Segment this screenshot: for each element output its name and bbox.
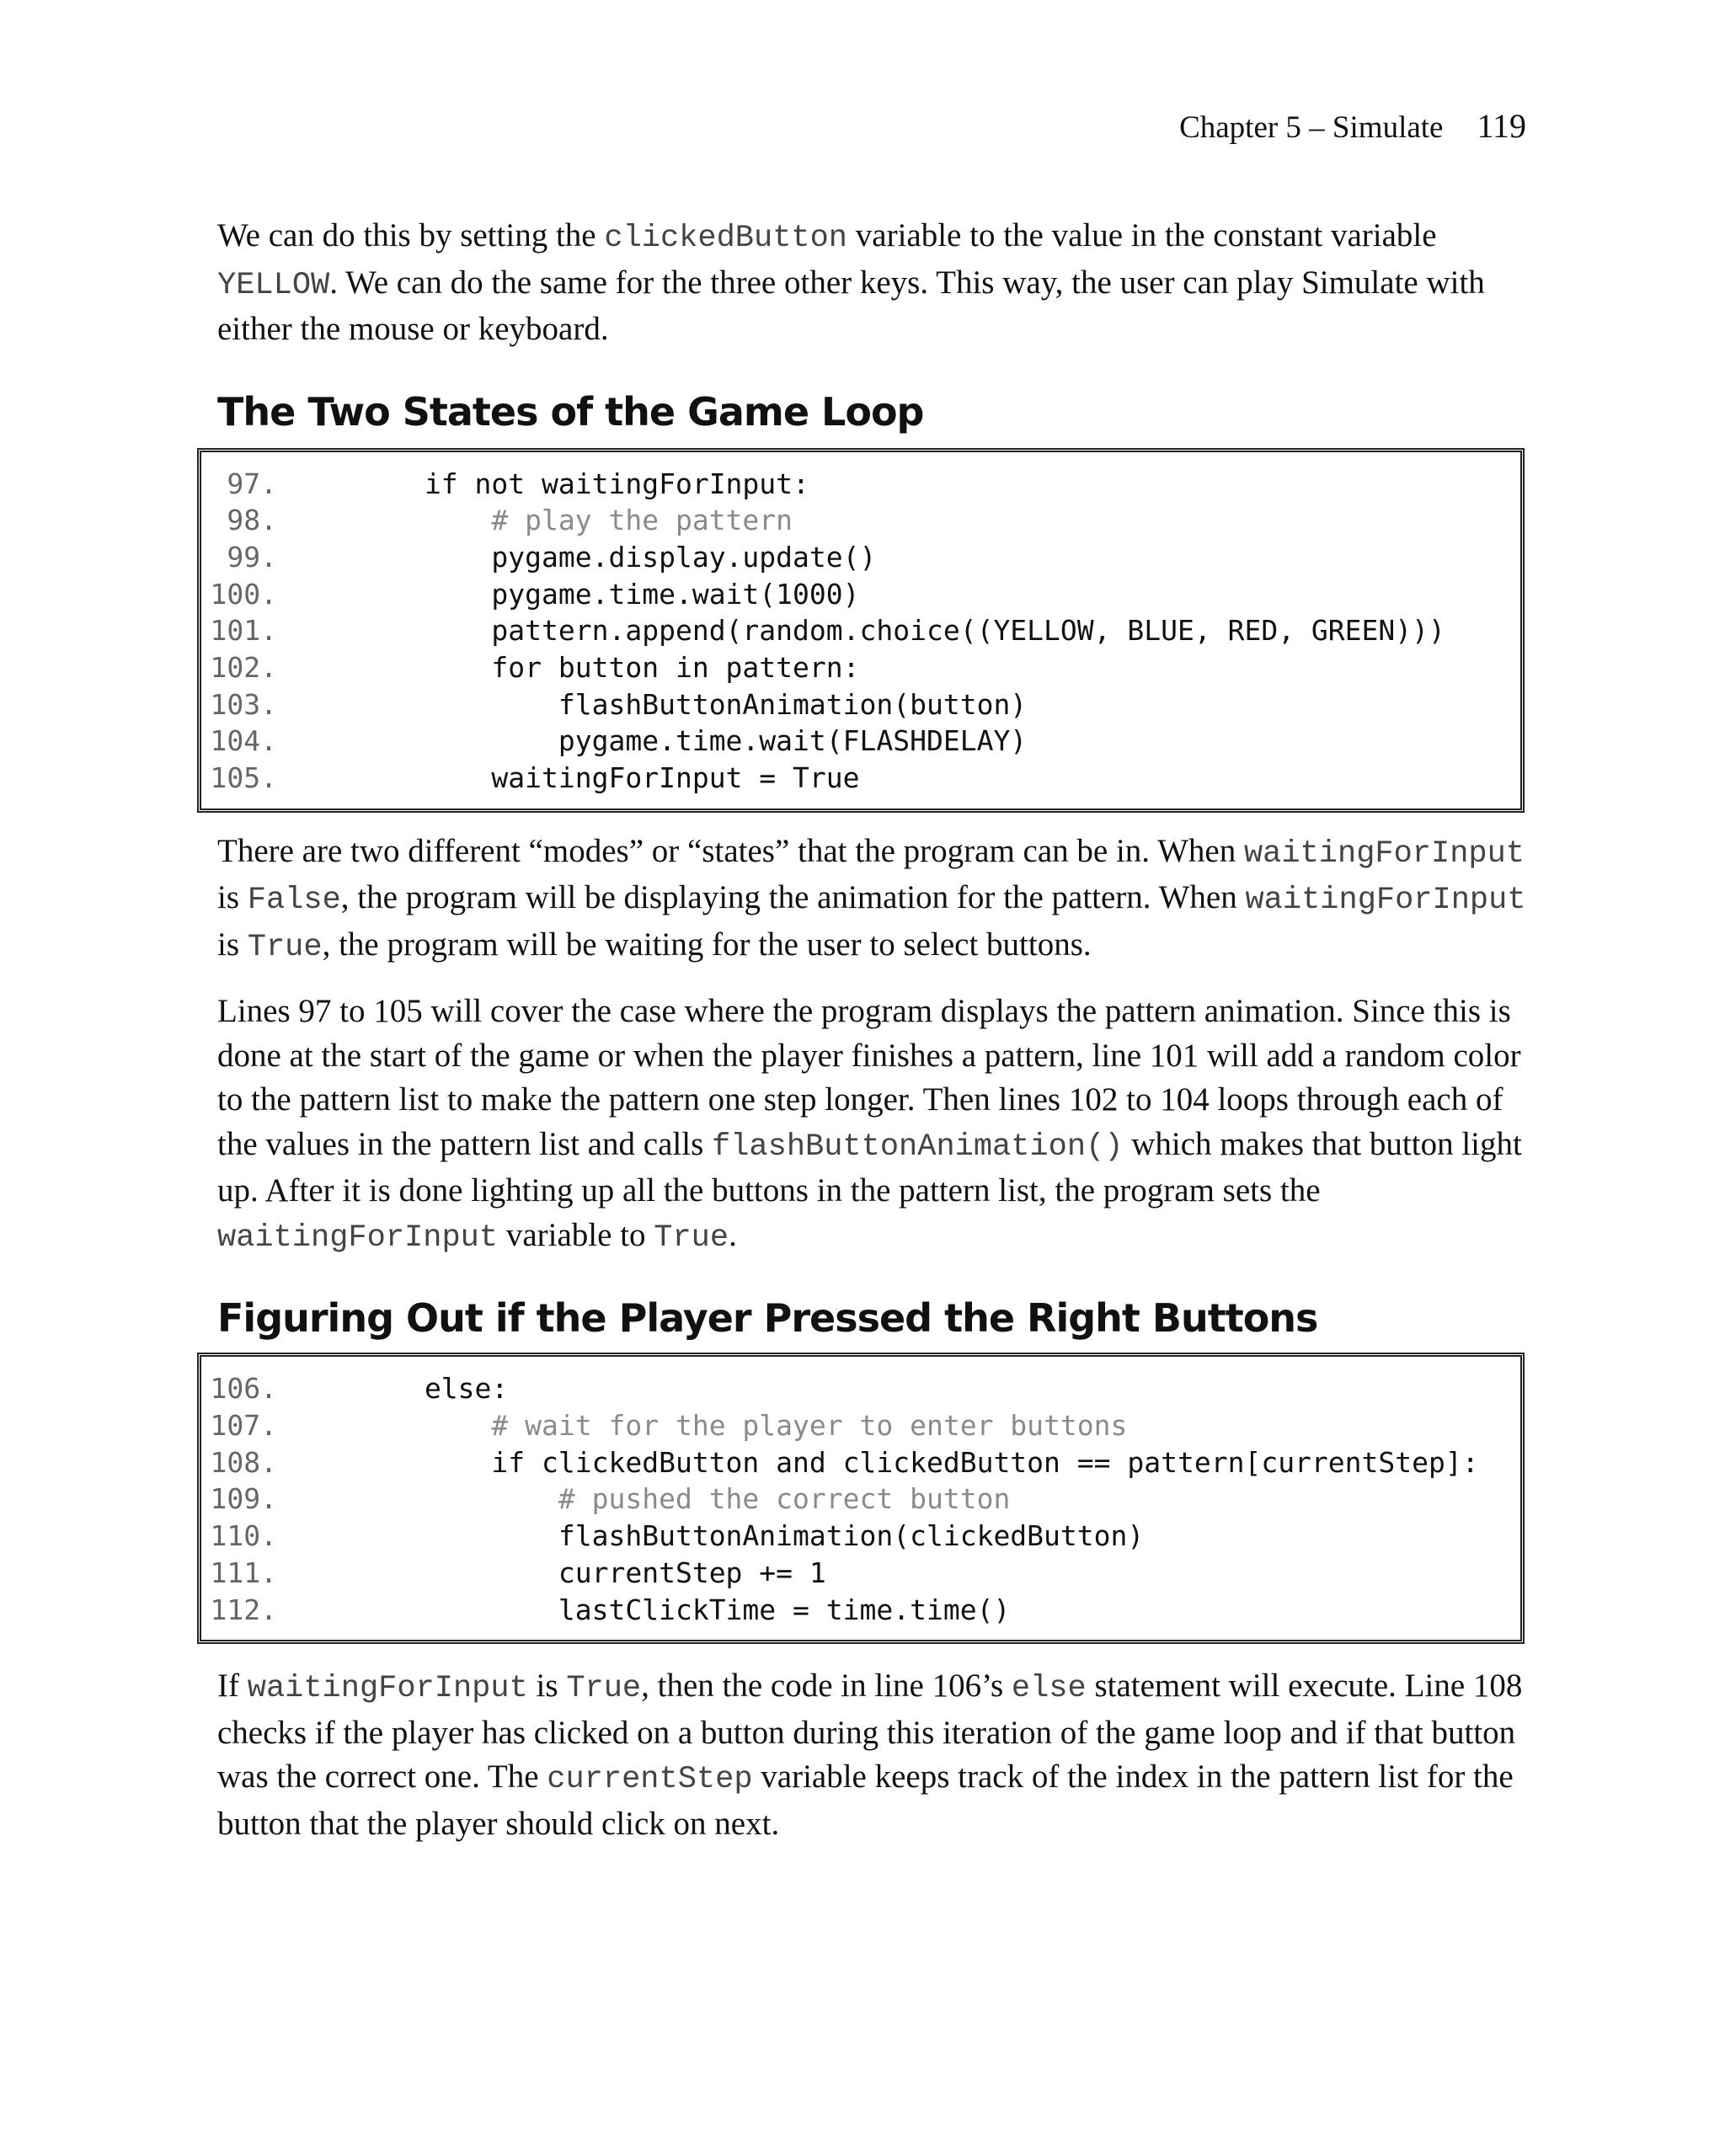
code-listing-right-buttons <box>197 1353 1525 1644</box>
code-line <box>201 1407 1520 1444</box>
code-text: if not waitingForInput: <box>291 467 809 500</box>
text-run: . <box>729 1216 737 1253</box>
inline-code: YELLOW <box>217 267 330 303</box>
text-run: variable to <box>498 1216 654 1253</box>
section-heading-game-loop-states: The Two States of the Game Loop <box>217 388 924 435</box>
text-run: is <box>217 879 248 916</box>
code-line <box>201 1592 1520 1629</box>
code-comment: # pushed the correct button <box>291 1482 1011 1516</box>
line-number: 111. <box>210 1556 277 1589</box>
section-heading-right-buttons: Figuring Out if the Player Pressed the Right Buttons <box>217 1295 1318 1342</box>
code-line <box>201 539 1520 576</box>
code-line <box>201 760 1520 797</box>
inline-code: waitingForInput <box>1243 835 1525 872</box>
inline-code: True <box>566 1671 642 1707</box>
inline-code: flashButtonAnimation() <box>712 1129 1124 1165</box>
code-comment: # wait for the player to enter buttons <box>291 1409 1128 1443</box>
text-run: We can do this by setting the <box>217 217 605 253</box>
code-line <box>201 612 1520 649</box>
page-content <box>210 214 1531 1846</box>
code-text: for button in pattern: <box>291 651 860 685</box>
code-line <box>201 1370 1520 1407</box>
code-text: else: <box>291 1372 509 1406</box>
line-number: 104. <box>210 724 277 758</box>
code-line <box>201 576 1520 613</box>
line-number: 105. <box>210 761 277 795</box>
line-number: 109. <box>210 1482 277 1516</box>
line-number: 112. <box>210 1593 277 1626</box>
text-run: Lines 97 to 105 will cover the case where the program displays the pattern animation. Since this is done at the start of the game or when the player finishes a pattern, line 101 will add a random color to the pattern list to make the pattern one step longer. Then lines 102 to 104 loops through each of the values in the pattern list and calls <box>217 993 1521 1162</box>
text-run: . We can do the same for the three other keys. This way, the user can play Simulate with either the mouse or keyboard. <box>217 264 1485 347</box>
code-line <box>201 1481 1520 1518</box>
inline-code: else <box>1011 1671 1087 1707</box>
code-text: flashButtonAnimation(clickedButton) <box>291 1519 1145 1553</box>
text-run: , the program will be waiting for the user to select buttons. <box>322 926 1092 963</box>
text-run: statement will execute. Line 108 checks if the player has clicked on a button during this iteration of the game loop and if that button was the correct one. The <box>217 1668 1523 1796</box>
code-line <box>201 649 1520 686</box>
text-run: If <box>217 1668 248 1705</box>
inline-code: False <box>247 883 341 919</box>
line-number: 99. <box>227 540 277 574</box>
code-text: pygame.time.wait(FLASHDELAY) <box>291 724 1028 758</box>
inline-code: True <box>654 1219 729 1256</box>
paragraph-intro <box>217 214 1531 352</box>
code-line <box>201 466 1520 503</box>
text-run: which makes that button light up. After it is done lighting up all the buttons in the pattern list, the program sets the <box>217 1125 1522 1209</box>
line-number: 97. <box>227 467 277 500</box>
code-text: flashButtonAnimation(button) <box>291 687 1028 721</box>
code-listing-game-loop <box>197 448 1525 813</box>
text-run: is <box>527 1668 567 1705</box>
page-number: 119 <box>1477 107 1526 145</box>
text-run: , the program will be displaying the animation for the pattern. When <box>340 879 1246 916</box>
inline-code: waitingForInput <box>217 1219 499 1256</box>
line-number: 110. <box>210 1519 277 1553</box>
code-line <box>201 723 1520 760</box>
text-run: variable keeps track of the index in the pattern list for the button that the player should click on next. <box>217 1758 1514 1842</box>
running-header <box>1179 106 1526 146</box>
line-number: 102. <box>210 651 277 685</box>
inline-code: waitingForInput <box>1245 883 1526 919</box>
line-number: 101. <box>210 614 277 648</box>
code-line <box>201 686 1520 723</box>
text-run: There are two different “modes” or “states” that the program can be in. When <box>217 832 1244 869</box>
code-text: pattern.append(random.choice((YELLOW, BLUE, RED, GREEN))) <box>291 614 1445 648</box>
code-line <box>201 1518 1520 1555</box>
code-line <box>201 1444 1520 1481</box>
inline-code: currentStep <box>547 1762 753 1798</box>
text-run: is <box>217 926 248 963</box>
inline-code: waitingForInput <box>247 1671 528 1707</box>
code-text: waitingForInput = True <box>291 761 860 795</box>
code-comment: # play the pattern <box>291 504 793 537</box>
code-line <box>201 502 1520 539</box>
line-number: 98. <box>227 504 277 537</box>
inline-code: clickedButton <box>604 221 848 256</box>
line-number: 106. <box>210 1372 277 1406</box>
code-text: pygame.time.wait(1000) <box>291 577 860 611</box>
paragraph-pattern-animation <box>217 990 1531 1260</box>
line-number: 107. <box>210 1409 277 1443</box>
code-text: pygame.display.update() <box>291 540 877 574</box>
line-number: 108. <box>210 1445 277 1479</box>
code-text: lastClickTime = time.time() <box>291 1593 1011 1626</box>
text-run: variable to the value in the constant variable <box>847 217 1437 253</box>
paragraph-states <box>217 830 1531 970</box>
line-number: 100. <box>210 577 277 611</box>
chapter-title: Chapter 5 – Simulate <box>1179 110 1444 145</box>
paragraph-current-step <box>217 1664 1531 1846</box>
code-text: currentStep += 1 <box>291 1556 826 1589</box>
inline-code: True <box>247 929 323 965</box>
code-text: if clickedButton and clickedButton == pattern[currentStep]: <box>291 1445 1479 1479</box>
code-line <box>201 1555 1520 1592</box>
text-run: , then the code in line 106’s <box>641 1668 1012 1705</box>
line-number: 103. <box>210 687 277 721</box>
